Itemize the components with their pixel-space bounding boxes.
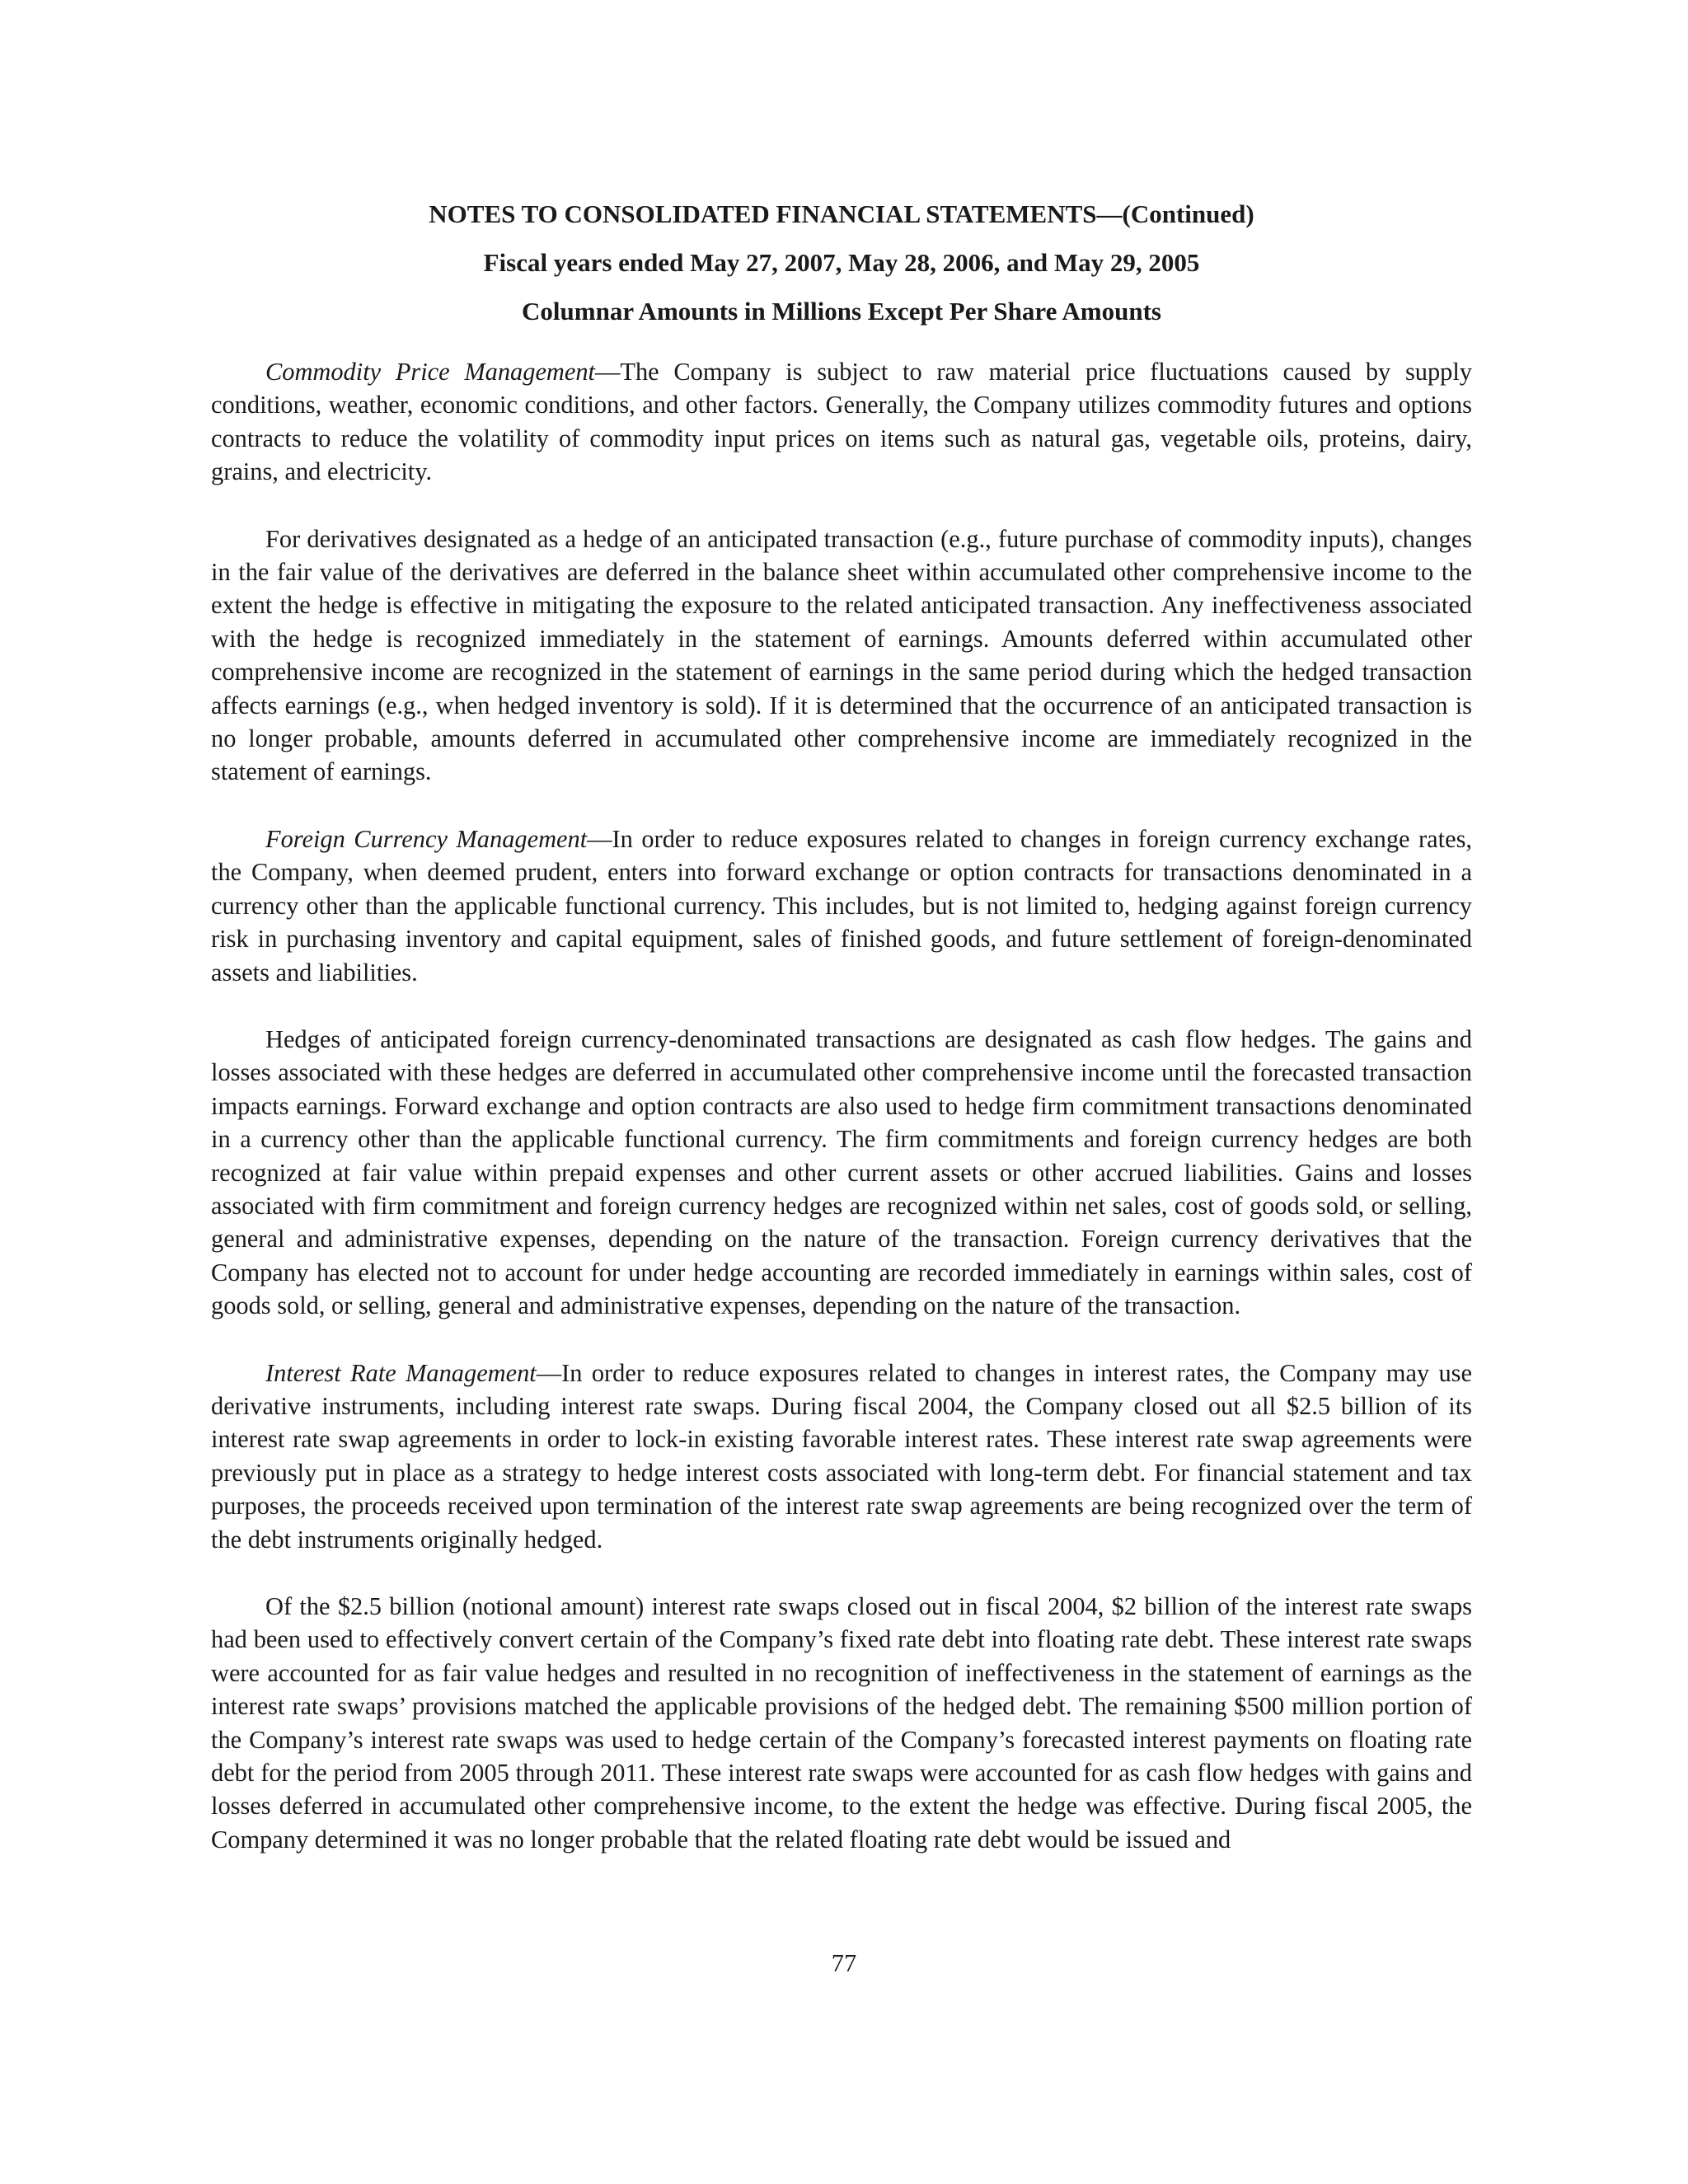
paragraph-derivatives-hedge <box>211 523 1472 789</box>
paragraph-lead: Foreign Currency Management <box>265 824 588 853</box>
paragraph-commodity-price <box>211 355 1472 489</box>
paragraph-text: —In order to reduce exposures related to changes in interest rates, the Company may use derivative instruments, including interest rate swaps. During fiscal 2004, the Company closed out all $2.5 billion of its interest rate swap agreements in order to lock-in existing favorable interest rates. These interest rate swap agreements were previously put in place as a strategy to hedge interest costs associated with long-term debt. For financial statement and tax purposes, the proceeds received upon termination of the interest rate swap agreements are being recognized over the term of the debt instruments originally hedged. <box>211 1358 1472 1554</box>
paragraph-cash-flow-hedges <box>211 1023 1472 1323</box>
paragraph-text: —In order to reduce exposures related to changes in foreign currency exchange rates, the Company, when deemed prudent, enters into forward exchange or option contracts for transactions denominated in a currency other than the applicable functional currency. This includes, but is not limited to, hedging against foreign currency risk in purchasing inventory and capital equipment, sales of finished goods, and future settlement of foreign-denominated assets and liabilities. <box>211 824 1472 987</box>
paragraph-text: —The Company is subject to raw material price fluctuations caused by supply conditions, weather, economic conditions, and other factors. Generally, the Company utilizes commodity futures and options contracts to reduce the volatility of commodity input prices on items such as natural gas, vegetable oils, proteins, dairy, grains, and electricity. <box>211 358 1473 486</box>
notes-heading: NOTES TO CONSOLIDATED FINANCIAL STATEMENTS—(Continued) <box>429 199 1254 228</box>
page-number: 77 <box>831 1949 857 1977</box>
fiscal-years-subheading: Fiscal years ended May 27, 2007, May 28, 2006, and May 29, 2005 <box>483 248 1200 277</box>
paragraph-interest-rate-swaps <box>211 1590 1472 1856</box>
columnar-amounts-subheading: Columnar Amounts in Millions Except Per Share Amounts <box>522 297 1161 326</box>
paragraph-lead: Commodity Price Management <box>265 358 596 386</box>
paragraph-interest-rate <box>211 1357 1472 1556</box>
document-page <box>211 198 1472 1890</box>
body-text <box>211 355 1472 1856</box>
paragraph-text: Hedges of anticipated foreign currency-denominated transactions are designated as cash flow hedges. The gains and losses associated with these hedges are deferred in accumulated other comprehensive income until the forecasted transaction impacts earnings. Forward exchange and option contracts are also used to hedge firm commitment transactions denominated in a currency other than the applicable functional currency. The firm commitments and foreign currency hedges are both recognized at fair value within prepaid expenses and other current assets or other accrued liabilities. Gains and losses associated with firm commitment and foreign currency hedges are recognized within net sales, cost of goods sold, or selling, general and administrative expenses, depending on the nature of the transaction. Foreign currency derivatives that the Company has elected not to account for under hedge accounting are recorded immediately in earnings within sales, cost of goods sold, or selling, general and administrative expenses, depending on the nature of the transaction. <box>211 1024 1472 1320</box>
paragraph-text: Of the $2.5 billion (notional amount) interest rate swaps closed out in fiscal 2004, $2 billion of the interest rate swaps had been used to effectively convert certain of the Company’s fixed rate debt into floating rate debt. These interest rate swaps were accounted for as fair value hedges and resulted in no recognition of ineffectiveness in the statement of earnings as the interest rate swaps’ provisions matched the applicable provisions of the hedged debt. The remaining $500 million portion of the Company’s interest rate swaps was used to hedge certain of the Company’s forecasted interest payments on floating rate debt for the period from 2005 through 2011. These interest rate swaps were accounted for as cash flow hedges with gains and losses deferred in accumulated other comprehensive income, to the extent the hedge was effective. During fiscal 2005, the Company determined it was no longer probable that the related floating rate debt would be issued and <box>211 1592 1472 1854</box>
paragraph-foreign-currency <box>211 823 1472 989</box>
paragraph-text: For derivatives designated as a hedge of an anticipated transaction (e.g., future purchase of commodity inputs), changes in the fair value of the derivatives are deferred in the balance sheet within accumulated other comprehensive income to the extent the hedge is effective in mitigating the exposure to the related anticipated transaction. Any ineffectiveness associated with the hedge is recognized immediately in the statement of earnings. Amounts deferred within accumulated other comprehensive income are recognized in the statement of earnings in the same period during which the hedged transaction affects earnings (e.g., when hedged inventory is sold). If it is determined that the occurrence of an anticipated transaction is no longer probable, amounts deferred in accumulated other comprehensive income are immediately recognized in the statement of earnings. <box>211 524 1472 786</box>
paragraph-lead: Interest Rate Management <box>265 1358 537 1387</box>
